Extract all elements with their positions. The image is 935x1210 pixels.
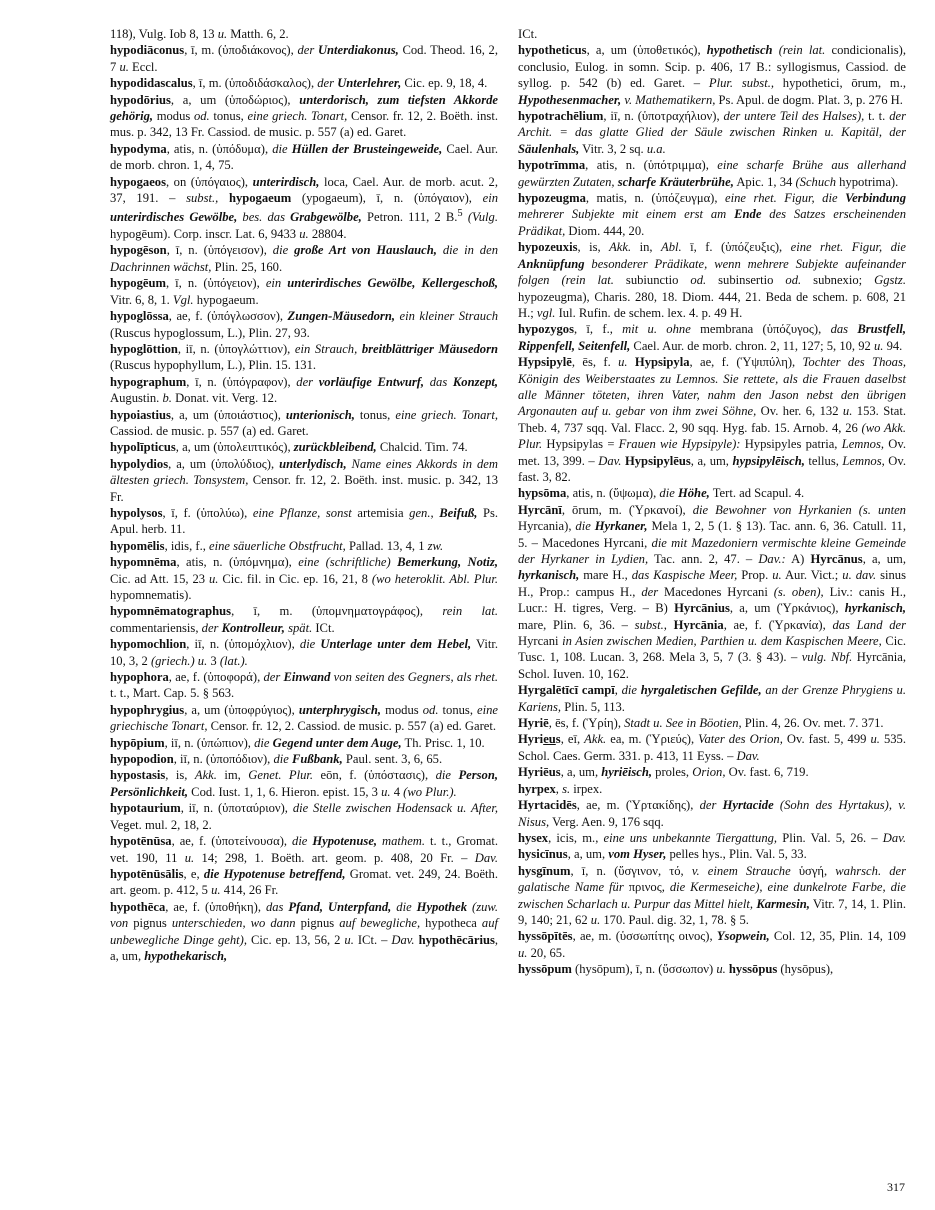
dictionary-entry: hypolydios, a, um (ὑπολύδιος), unterlydisch, Name eines Akkords in dem ältesten griech. Tonsystem, Censor. fr. 12, 2. Boëth. inst. music. p. 342, 13 Fr. <box>110 456 498 504</box>
dictionary-entry: hypōpium, iī, n. (ὑπώπιον), die Gegend unter dem Auge, Th. Prisc. 1, 10. <box>110 735 485 750</box>
dictionary-entry: hypoiastius, a, um (ὑποιάστιος), unterionisch, tonus, eine griech. Tonart, Cassiod. de music. p. 557 (a) ed. Garet. <box>110 407 498 438</box>
dictionary-entry: hypothēca, ae, f. (ὑποθήκη), das Pfand, Unterpfand, die Hypothek (zuw. von pignus unterschieden, wo dann pignus auf bewegliche, hypotheca auf unbewegliche Dinge geht), Cic. ep. 13, 56, 2 u. ICt. – Dav. hypothēcārius, a, um, hypothekarisch, <box>110 899 499 963</box>
dictionary-entry: hypoglōssa, ae, f. (ὑπόγλωσσον), Zungen-Mäusedorn, ein kleiner Strauch (Ruscus hypoglossum, L.), Plin. 27, 93. <box>110 309 498 340</box>
dictionary-entry: hypophora, ae, f. (ὑποφορά), der Einwand von seiten des Gegners, als rhet. t. t., Mart. Cap. 5. § 563. <box>110 670 498 701</box>
dictionary-entry: hypodyma, atis, n. (ὑπόδυμα), die Hüllen der Brusteingeweide, Cael. Aur. de morb. chron. 1, 4, 75. <box>110 141 498 173</box>
dictionary-entry: hypozeugma, matis, n. (ὑπόζευγμα), eine rhet. Figur, die Verbindung mehrerer Subjekte mit einem erst am Ende des Satzes erscheinenden Prädikat, Diom. 444, 20. <box>518 191 906 238</box>
dictionary-entry: hypolysos, ī, f. (ὑπολύω), eine Pflanze, sonst artemisia gen., Beifuß, Ps. Apul. herb. 11. <box>110 505 499 537</box>
dictionary-entry: ICt. <box>518 27 538 41</box>
dictionary-entry: Hyriēus, a, um, hyriēisch, proles, Orion, Ov. fast. 6, 719. <box>518 765 809 780</box>
dictionary-entry: hysex, icis, m., eine uns unbekannte Tiergattung, Plin. Val. 5, 26. – Dav. hysicīnus, a, um, vom Hyser, pelles hys., Plin. Val. 5, 33. <box>518 830 906 862</box>
dictionary-entry: hypolīpticus, a, um (ὑπολειπτικός), zurückbleibend, Chalcid. Tim. 74. <box>110 440 468 455</box>
dictionary-entry: hypotheticus, a, um (ὑποθετικός), hypothetisch (rein lat. condicionalis), conclusio, Eulog. in somn. Scip. p. 406, 17 B.: syllogismus, Cassiod. de syllog. p. 542 (b) ed. Garet. – Plur. subst., hypothetici, ōrum, m., Hypothesenmacher, v. Mathematikern, Ps. Apul. de dogm. Plat. 3, p. 276 H. <box>518 43 906 107</box>
left-column <box>110 26 498 964</box>
dictionary-entry: hypostasis, is, Akk. im, Genet. Plur. eōn, f. (ὑπόστασις), die Person, Persönlichkeit, Cod. Iust. 1, 1, 6. Hieron. epist. 15, 3 u. 4 (wo Plur.). <box>110 768 498 799</box>
dictionary-entry: hypogēum, ī, n. (ὑπόγειον), ein unterirdisches Gewölbe, Kellergeschoß, Vitr. 6, 8, 1. Vgl. hypogaeum. <box>110 276 498 307</box>
dictionary-entry: hypophrygius, a, um (ὑποφρύγιος), unterphrygisch, modus od. tonus, eine griechische Tonart, Censor. fr. 12, 2. Cassiod. de music. p. 557 (a) ed. Garet. <box>110 702 498 734</box>
dictionary-entry: 118), Vulg. Iob 8, 13 u. Matth. 6, 2. <box>110 27 289 41</box>
right-column <box>518 26 906 978</box>
dictionary-entry: Hyrgalētīcī campī, die hyrgaletischen Gefilde, an der Grenze Phrygiens u. Kariens, Plin. 5, 113. <box>518 683 906 714</box>
dictionary-entry: hypozeuxis, is, Akk. in, Abl. ī, f. (ὑπόζευξις), eine rhet. Figur, die Anknüpfung besonderer Prädikate, wenn mehrere Subjekte aufeinander folgen (rein lat. subiunctio od. subinsertio od. subnexio; Ggstz. hypozeugma), Charis. 280, 18. Diom. 444, 21. Beda de schem. p. 608, 21 H.; vgl. Iul. Rufin. de schem. lex. 4. p. 49 H. <box>518 240 907 320</box>
dictionary-entry: hysgīnum, ī, n. (ὕσγινον, τό, v. einem Strauche ὑσγή, wahrsch. der galatische Name für πρινος, die Kermeseiche), eine dunkelrote Farbe, die zwischen Scharlach u. Purpur das Mittel hielt, Karmesin, Vitr. 7, 14, 1. Plin. 9, 140; 21, 62 u. 170. Paul. dig. 32, 1, 78. § 5. <box>518 863 907 927</box>
dictionary-entry: hypomnēma, atis, n. (ὑπόμνημα), eine (schriftliche) Bemerkung, Notiz, Cic. ad Att. 15, 23 u. Cic. fil. in Cic. ep. 16, 21, 8 (wo heteroklit. Abl. Plur. hypomnematis). <box>110 555 499 602</box>
dictionary-entry: hypogēson, ī, n. (ὑπόγεισον), die große Art von Hauslauch, die in den Dachrinnen wächst, Plin. 25, 160. <box>110 243 498 274</box>
dictionary-entry: hypoglōttion, iī, n. (ὑπογλώττιον), ein Strauch, breitblättriger Mäusedorn (Ruscus hypophyllum, L.), Plin. 15. 131. <box>110 341 498 373</box>
dictionary-entry: hypomochlion, iī, n. (ὑπομόχλιον), die Unterlage unter dem Hebel, Vitr. 10, 3, 2 (griech.) u. 3 (lat.). <box>110 637 498 668</box>
dictionary-entry: Hypsipylē, ēs, f. u. Hypsipyla, ae, f. (Ὑψιπύλη), Tochter des Thoas, Königin des Weiberstaates zu Lemnos. Sie rettete, als die Frauen daselbst alle Männer töteten, ihren Vater, nahm den Jason nebst den übrigen Argonauten auf u. gebar von ihm zwei Söhne, Ov. her. 6, 132 u. 153. Stat. Theb. 4, 737 sqq. Val. Flacc. 2, 90 sqq. Hyg. fab. 15. Arnob. 4, 26 (wo Akk. Plur. Hypsipylas = Frauen wie Hypsipyle): Hypsipyles patria, Lemnos, Ov. met. 13, 399. – Dav. Hypsipylēus, a, um, hypsipylēisch, tellus, Lemnos, Ov. fast. 3, 82. <box>518 355 907 484</box>
dictionary-entry: hypogaeos, on (ὑπόγαιος), unterirdisch, loca, Cael. Aur. de morb. acut. 2, 37, 191. – subst., hypogaeum (ypogaeum), ī, n. (ὑπόγαιον), ein unterirdisches Gewölbe, bes. das Grabgewölbe, Petron. 111, 2 B.$^5$ (Vulg. hypogēum). Corp. inscr. Lat. 6, 9433 u. 28804. <box>110 174 499 242</box>
dictionary-entry: hypozygos, ī, f., mit u. ohne membrana (ὑπόζυγος), das Brustfell, Rippenfell, Seitenfell, Cael. Aur. de morb. chron. 2, 11, 127; 5, 10, 92 u. 94. <box>518 322 906 353</box>
dictionary-entry: Hyriē, ēs, f. (Ὑρίη), Stadt u. See in Böotien, Plin. 4, 26. Ov. met. 7. 371. <box>518 716 884 731</box>
dictionary-entry: hypodiāconus, ī, m. (ὑποδιάκονος), der Unterdiakonus, Cod. Theod. 16, 2, 7 u. Eccl. <box>110 43 498 74</box>
dictionary-entry: Hyrcānī, ōrum, m. (Ὑρκανοί), die Bewohner von Hyrkanien (s. unten Hyrcania), die Hyrkaner, Mela 1, 2, 5 (1. § 13). Tac. ann. 6, 36. Catull. 11, 5. – Macedones Hyrcani, die mit Mazedoniern vermischte kleine Gemeinde der Hyrkaner in Lydien, Tac. ann. 2, 47. – Dav.: A) Hyrcānus, a, um, hyrkanisch, mare H., das Kaspische Meer, Prop. u. Aur. Vict.; u. dav. sinus H., Prop.: campus H., der Macedones Hyrcani (s. oben), Liv.: canis H., Lucr.: H. tigres, Verg. – B) Hyrcānius, a, um (Ὑρκάνιος), hyrkanisch, mare, Plin. 6, 36. – subst., Hyrcānia, ae, f. (Ὑρκανία), das Land der Hyrcani in Asien zwischen Medien, Parthien u. dem Kaspischen Meere, Cic. Tusc. 1, 108. Lucan. 3, 268. Mela 3, 5, 7 (3. § 43). – vulg. Nbf. Hyrcānia, Schol. Iuven. 10, 162. <box>518 502 907 681</box>
dictionary-entry: hypodidascalus, ī, m. (ὑποδιδάσκαλος), der Unterlehrer, Cic. ep. 9, 18, 4. <box>110 76 488 91</box>
dictionary-entry: hypotrachēlium, iī, n. (ὑποτραχήλιον), der untere Teil des Halses), t. t. der Archit. = das glatte Glied der Säule zwischen Rinken u. Kapitäl, der Säulenhals, Vitr. 3, 2 sq. u.a. <box>518 109 906 156</box>
dictionary-entry: hypsōma, atis, n. (ὕψωμα), die Höhe, Tert. ad Scapul. 4. <box>518 486 805 501</box>
dictionary-entry: hypodōrius, a, um (ὑποδώριος), unterdorisch, zum tiefsten Akkorde gehörig, modus od. tonus, eine griech. Tonart, Censor. fr. 12, 2. Boëth. inst. mus. p. 342, 13 Fr. Cassiod. de music. p. 557 (a) ed. Garet. <box>110 92 499 140</box>
dictionary-entry: hyrpex, s. irpex. <box>518 781 603 796</box>
dictionary-entry: hypographum, ī, n. (ὑπόγραφον), der vorläufige Entwurf, das Konzept, Augustin. b. Donat. vit. Verg. 12. <box>110 374 499 406</box>
dictionary-entry: hyssōpum (hysōpum), ī, n. (ὕσσωπον) u. hyssōpus (hysōpus), <box>518 962 834 977</box>
dictionary-entry: Hyrieus, eī, Akk. ea, m. (Ὑριεύς), Vater des Orion, Ov. fast. 5, 499 u. 535. Schol. Caes. Germ. 331. p. 413, 11 Eyss. – Dav. <box>518 732 907 763</box>
dictionary-entry: hyssōpītēs, ae, m. (ὑσσωπίτης οινος), Ysopwein, Col. 12, 35, Plin. 14, 109 u. 20, 65. <box>518 929 906 960</box>
dictionary-entry: hypomnēmatographus, ī, m. (ὑπομνηματογράφος), rein lat. commentariensis, der Kontrolleur, spät. ICt. <box>110 604 498 635</box>
page-number: 317 <box>887 1180 905 1194</box>
dictionary-entry: Hyrtacidēs, ae, m. (Ὑρτακίδης), der Hyrtacide (Sohn des Hyrtakus), v. Nisus, Verg. Aen. 9, 176 sqq. <box>518 798 907 829</box>
dictionary-entry: hypotēnūsa, ae, f. (ὑποτείνουσα), die Hypotenuse, mathem. t. t., Gromat. vet. 190, 11 u. 14; 298, 1. Boëth. art. geom. p. 408, 20 Fr. – Dav. hypotēnūsālis, e, die Hypotenuse betreffend, Gromat. vet. 249, 24. Boëth. art. geom. p. 412, 5 u. 414, 26 Fr. <box>110 834 498 898</box>
dictionary-entry: hypotaurium, iī, n. (ὑποταύριον), die Stelle zwischen Hodensack u. After, Veget. mul. 2, 18, 2. <box>110 801 498 832</box>
dictionary-entry: hypopodion, iī, n. (ὑποπόδιον), die Fußbank, Paul. sent. 3, 6, 65. <box>110 752 443 767</box>
dictionary-entry: hypomēlis, idis, f., eine säuerliche Obstfrucht, Pallad. 13, 4, 1 zw. <box>110 538 444 553</box>
dictionary-entry: hypotrīmma, atis, n. (ὑπότριμμα), eine scharfe Brühe aus allerhand gewürzten Zutaten, scharfe Kräuterbrühe, Apic. 1, 34 (Schuch hypotrima). <box>518 158 906 189</box>
